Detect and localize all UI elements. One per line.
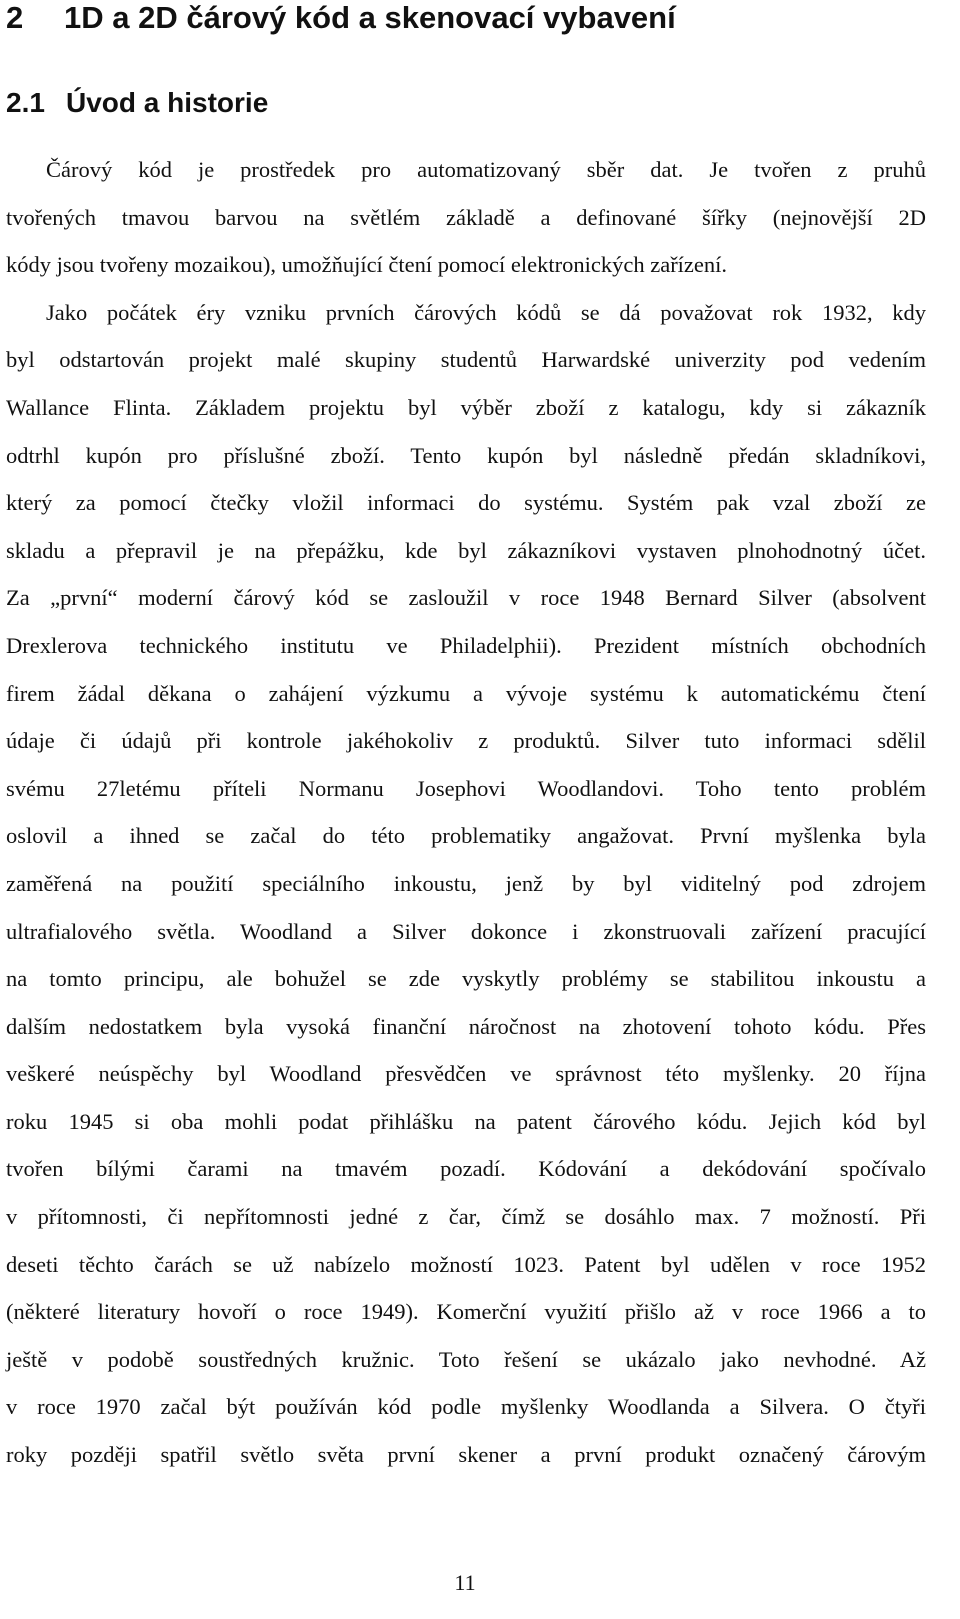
text-line: (některé literatury hovoří o roce 1949). Komerční využití přišlo až v roce 1966 a to — [6, 1299, 926, 1325]
section-heading — [6, 86, 268, 120]
text-line: roku 1945 si oba mohli podat přihlášku na patent čárového kódu. Jejich kód byl — [6, 1108, 926, 1134]
text-line: ještě v podobě soustředných kružnic. Toto řešení se ukázalo jako nevhodné. Až — [6, 1346, 926, 1372]
text-line: v roce 1970 začal být používán kód podle myšlenky Woodlanda a Silvera. O čtyři — [6, 1394, 926, 1420]
text-line: zaměřená na použití speciálního inkoustu, jenž by byl viditelný pod zdrojem — [6, 870, 926, 896]
text-line: deseti těchto čarách se už nabízelo možností 1023. Patent byl udělen v roce 1952 — [6, 1251, 926, 1277]
text-line: roky později spatřil světlo světa první skener a první produkt označený čárovým — [6, 1442, 926, 1468]
text-line: Wallance Flinta. Základem projektu byl výběr zboží z katalogu, kdy si zákazník — [6, 394, 926, 420]
chapter-title: 1D a 2D čárový kód a skenovací vybavení — [64, 0, 676, 35]
text-line: skladu a přepravil je na přepážku, kde byl zákazníkovi vystaven plnohodnotný účet. — [6, 537, 926, 563]
text-line: kódy jsou tvořeny mozaikou), umožňující čtení pomocí elektronických zařízení. — [6, 252, 728, 278]
chapter-number: 2 — [6, 0, 24, 35]
text-line: v přítomnosti, či nepřítomnosti jedné z čar, čímž se dosáhlo max. 7 možností. Při — [6, 1204, 926, 1230]
text-line: Drexlerova technického institutu ve Philadelphii). Prezident místních obchodních — [6, 632, 926, 658]
text-line: Čárový kód je prostředek pro automatizovaný sběr dat. Je tvořen z pruhů — [46, 157, 926, 182]
text-line: na tomto principu, ale bohužel se zde vyskytly problémy se stabilitou inkoustu a — [6, 966, 926, 992]
page-number: 11 — [454, 1570, 476, 1595]
text-line: dalším nedostatkem byla vysoká finanční náročnost na zhotovení tohoto kódu. Přes — [6, 1013, 926, 1039]
text-line: tvořen bílými čarami na tmavém pozadí. Kódování a dekódování spočívalo — [6, 1156, 926, 1182]
text-line: oslovil a ihned se začal do této problematiky angažovat. První myšlenka byla — [6, 823, 926, 849]
text-line: svému 27letému příteli Normanu Josephovi Woodlandovi. Toho tento problém — [6, 775, 926, 801]
text-line: byl odstartován projekt malé skupiny studentů Harwardské univerzity pod vedením — [6, 347, 926, 373]
section-number: 2.1 — [6, 87, 45, 118]
chapter-heading — [6, 0, 676, 36]
text-line: který za pomocí čtečky vložil informaci do systému. Systém pak vzal zboží ze — [6, 490, 926, 516]
text-line: ultrafialového světla. Woodland a Silver dokonce i zkonstruovali zařízení pracující — [6, 918, 926, 944]
text-line: veškeré neúspěchy byl Woodland přesvědčen ve správnost této myšlenky. 20 října — [6, 1061, 926, 1087]
body-paragraph — [6, 146, 926, 1479]
text-line: Za „první“ moderní čárový kód se zasloužil v roce 1948 Bernard Silver (absolvent — [6, 585, 926, 611]
text-line: údaje či údajů při kontrole jakéhokoliv z produktů. Silver tuto informaci sdělil — [6, 728, 926, 754]
text-line: tvořených tmavou barvou na světlém základě a definované šířky (nejnovější 2D — [6, 204, 926, 230]
text-line: Jako počátek éry vzniku prvních čárových kódů se dá považovat rok 1932, kdy — [46, 299, 926, 325]
text-line: firem žádal děkana o zahájení výzkumu a vývoje systému k automatickému čtení — [6, 680, 926, 706]
section-title: Úvod a historie — [66, 87, 269, 118]
text-line: odtrhl kupón pro příslušné zboží. Tento kupón byl následně předán skladníkovi, — [6, 442, 926, 468]
